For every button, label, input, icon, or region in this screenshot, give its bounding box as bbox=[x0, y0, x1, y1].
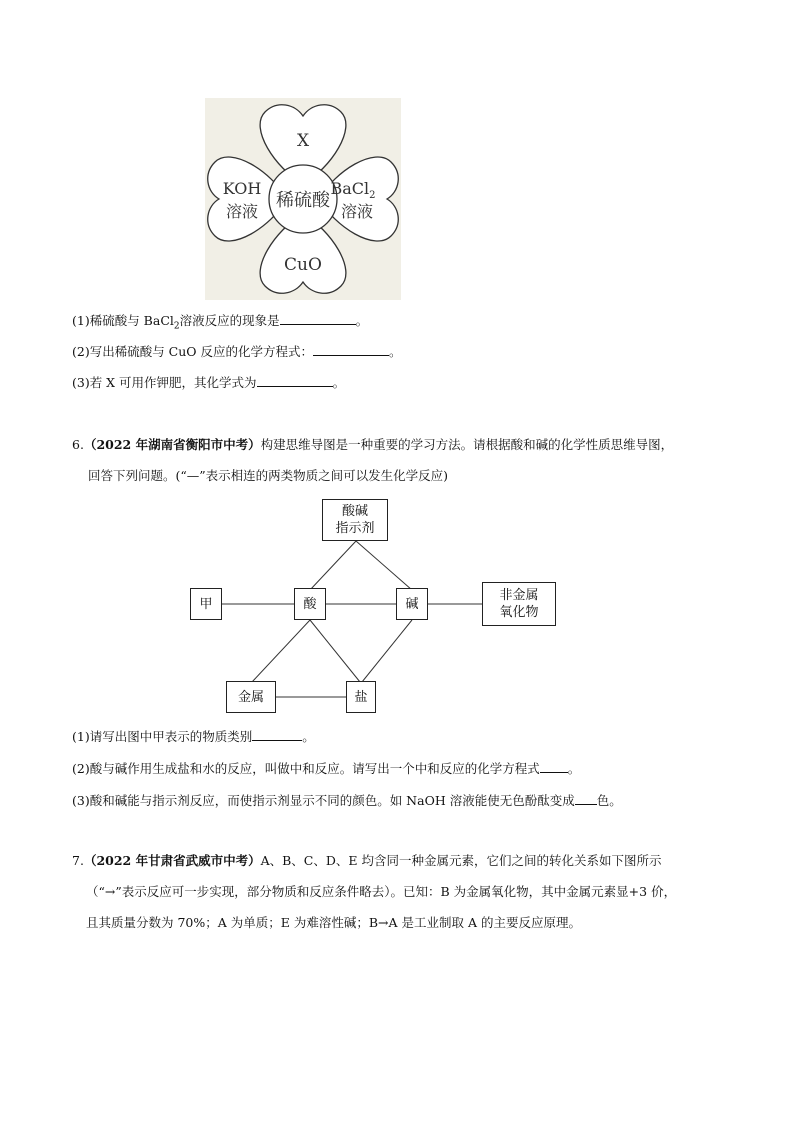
petal-left-label-1: KOH bbox=[222, 179, 262, 198]
q5-sub3-end: 。 bbox=[332, 375, 346, 390]
answer-blank[interactable] bbox=[540, 760, 568, 773]
answer-blank[interactable] bbox=[575, 792, 597, 805]
node-acid: 酸 bbox=[294, 588, 326, 620]
flower-center-label: 稀硫酸 bbox=[276, 190, 330, 211]
petal-right-formula: BaCl bbox=[330, 179, 370, 198]
q6-sub1-end: 。 bbox=[302, 729, 315, 744]
node-salt: 盐 bbox=[346, 681, 376, 713]
petal-top-label: X bbox=[296, 131, 310, 151]
node-indicator-line1: 酸碱 bbox=[341, 504, 368, 519]
q6-sub1-text: (1)请写出图中甲表示的物质类别 bbox=[72, 729, 253, 744]
q5-sub1-subscript: 2 bbox=[173, 321, 180, 332]
petal-right-label-2: 溶液 bbox=[340, 202, 374, 221]
node-oxide-line1: 非金属 bbox=[499, 588, 539, 603]
petal-right-subscript: 2 bbox=[369, 190, 376, 201]
node-oxide-line2: 氧化物 bbox=[499, 605, 539, 620]
q5-sub1-end: 。 bbox=[355, 313, 369, 328]
q7-stem-line2: （“→”表示反应可一步实现，部分物质和反应条件略去）。已知：B 为金属氧化物，其中金属元素显+3 价， bbox=[86, 884, 677, 899]
q5-sub3-text: (3)若 X 可用作钾肥，其化学式为 bbox=[72, 375, 257, 390]
node-jia: 甲 bbox=[190, 588, 222, 620]
q6-sub3-end: 色。 bbox=[596, 793, 622, 808]
node-oxide bbox=[482, 582, 556, 626]
q7-source: （2022 年甘肃省武威市中考） bbox=[83, 853, 261, 868]
node-indicator-line2: 指示剂 bbox=[335, 521, 375, 536]
answer-blank[interactable] bbox=[252, 728, 302, 741]
q6-number: 6. bbox=[72, 437, 84, 452]
node-base: 碱 bbox=[396, 588, 428, 620]
q6-sub2-text: (2)酸与碱作用生成盐和水的反应，叫做中和反应。请写出一个中和反应的化学方程式 bbox=[72, 761, 540, 776]
node-indicator bbox=[322, 499, 388, 541]
q6-sub3-text: (3)酸和碱能与指示剂反应，而使指示剂显示不同的颜色。如 NaOH 溶液能使无色酚酞变成 bbox=[72, 793, 575, 808]
q7-stem-line3: 且其质量分数为 70%；A 为单质；E 为难溶性碱；B→A 是工业制取 A 的主要反应原理。 bbox=[86, 915, 581, 930]
q5-sub2-text: (2)写出稀硫酸与 CuO 反应的化学方程式： bbox=[72, 344, 314, 359]
node-metal: 金属 bbox=[226, 681, 276, 713]
q7-number: 7. bbox=[72, 853, 84, 868]
q6-source: （2022 年湖南省衡阳市中考） bbox=[83, 437, 261, 452]
petal-bottom-label: CuO bbox=[284, 255, 322, 275]
q6-stem-line2: 回答下列问题。(“—”表示相连的两类物质之间可以发生化学反应) bbox=[88, 468, 449, 483]
q7-stem-line1 bbox=[72, 853, 662, 869]
q6-sub2 bbox=[72, 760, 580, 777]
q7-stem-1: A、B、C、D、E 均含同一种金属元素，它们之间的转化关系如下图所示 bbox=[260, 853, 662, 868]
q5-sub2-end: 。 bbox=[389, 344, 402, 359]
q6-stem-1: 构建思维导图是一种重要的学习方法。请根据酸和碱的化学性质思维导图， bbox=[260, 437, 674, 452]
petal-left-label-2: 溶液 bbox=[225, 202, 259, 221]
q6-sub3 bbox=[72, 792, 622, 809]
q6-sub2-end: 。 bbox=[567, 761, 581, 776]
q5-sub1-text-b: 溶液反应的现象是 bbox=[179, 313, 280, 328]
q6-sub1 bbox=[72, 728, 315, 745]
q5-sub1-text-a: (1)稀硫酸与 BaCl bbox=[72, 313, 174, 328]
